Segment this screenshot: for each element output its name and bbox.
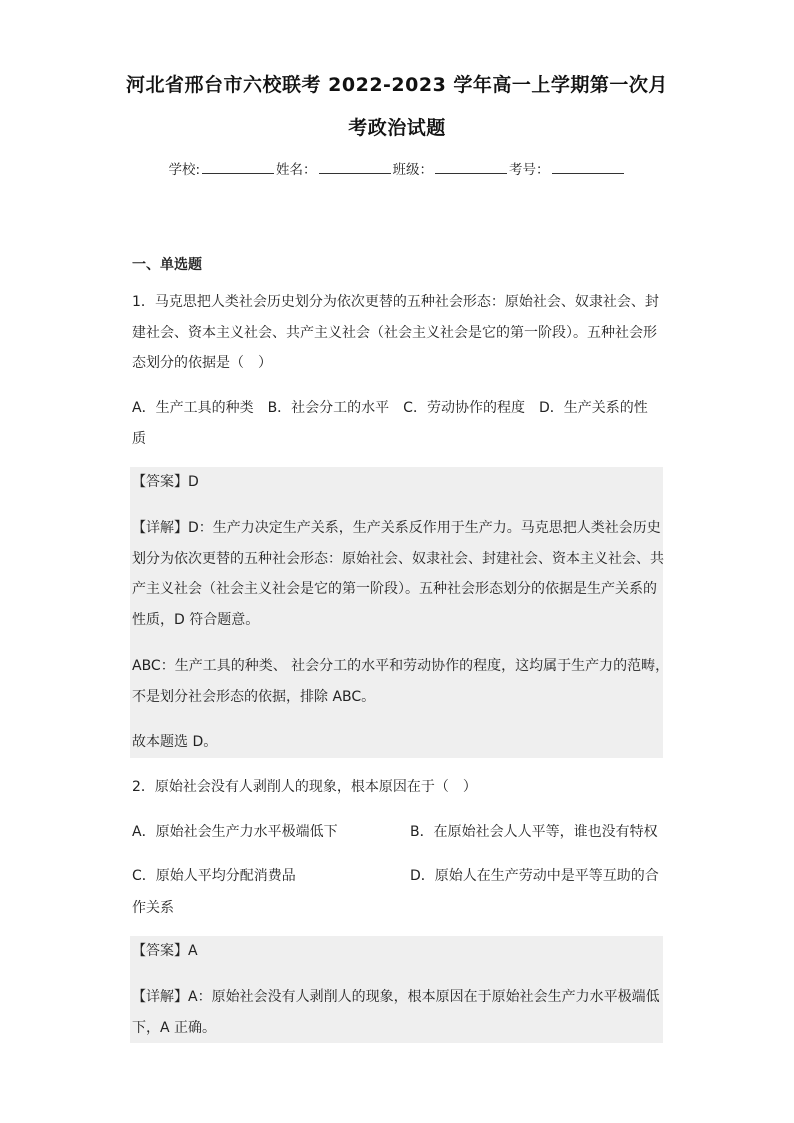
detail-line: 划分为依次更替的五种社会形态：原始社会、奴隶社会、封建社会、资本主义社会、共 [132, 550, 664, 567]
question-2-options-row2 [132, 861, 662, 891]
option-c: C．原始人平均分配消费品 [132, 868, 296, 884]
question-1-detail-abc [132, 651, 672, 712]
class-label: 班级： [392, 162, 434, 178]
detail-line: 性质，D 符合题意。 [132, 611, 260, 628]
question-1-options [132, 393, 662, 454]
question-1-conclusion: 故本题选 D。 [132, 734, 218, 750]
question-1-options-line: 质 [132, 430, 146, 447]
detail-line: 产主义社会（社会主义社会是它的第一阶段）。五种社会形态划分的依据是生产关系的 [132, 581, 657, 597]
question-2-detail [132, 982, 672, 1043]
exam-title-line1: 河北省邢台市六校联考 2022-2023 学年高一上学期第一次月 [126, 74, 668, 96]
number-label: 考号： [509, 162, 550, 178]
school-label: 学校: [168, 162, 201, 178]
option-d-continuation: 作关系 [132, 900, 174, 916]
student-info-line [0, 158, 794, 178]
question-1-stem-line: 建社会、资本主义社会、共产主义社会（社会主义社会是它的第一阶段）。五种社会形 [132, 324, 657, 341]
question-2-stem: 2．原始社会没有人剥削人的现象，根本原因在于（ ） [132, 779, 477, 795]
name-label: 姓名： [276, 162, 317, 178]
school-blank [202, 161, 274, 174]
question-1-answer: 【答案】D [132, 474, 199, 490]
question-1-stem [132, 287, 662, 379]
detail-line: 下，A 正确。 [132, 1019, 217, 1036]
exam-title-line2: 考政治试题 [348, 117, 446, 139]
detail-line: ABC：生产工具的种类、 社会分工的水平和劳动协作的程度，这均属于生产力的范畴， [132, 658, 670, 674]
detail-line: 【详解】A：原始社会没有人剥削人的现象，根本原因在于原始社会生产力水平极端低 [132, 989, 660, 1005]
number-blank [552, 161, 624, 174]
option-b: B．在原始社会人人平等，谁也没有特权 [410, 824, 658, 840]
option-d: D．原始人在生产劳动中是平等互助的合 [410, 868, 659, 884]
detail-line: 不是划分社会形态的依据，排除 ABC。 [132, 688, 376, 705]
detail-line: 【详解】D：生产力决定生产关系，生产关系反作用于生产力。马克思把人类社会历史 [132, 520, 661, 536]
question-2-options-row1 [132, 817, 662, 847]
section-title: 一、单选题 [132, 257, 202, 273]
question-1-stem-line: 态划分的依据是（ ） [132, 355, 272, 371]
question-1-stem-line: 1．马克思把人类社会历史划分为依次更替的五种社会形态：原始社会、奴隶社会、封 [132, 294, 659, 310]
option-a: A．原始社会生产力水平极端低下 [132, 824, 338, 840]
question-2-answer: 【答案】A [132, 943, 198, 959]
question-1-options-line: A．生产工具的种类 B．社会分工的水平 C．劳动协作的程度 D．生产关系的性 [132, 400, 648, 416]
question-1-detail [132, 513, 672, 635]
name-blank [319, 161, 391, 174]
class-blank [435, 161, 507, 174]
